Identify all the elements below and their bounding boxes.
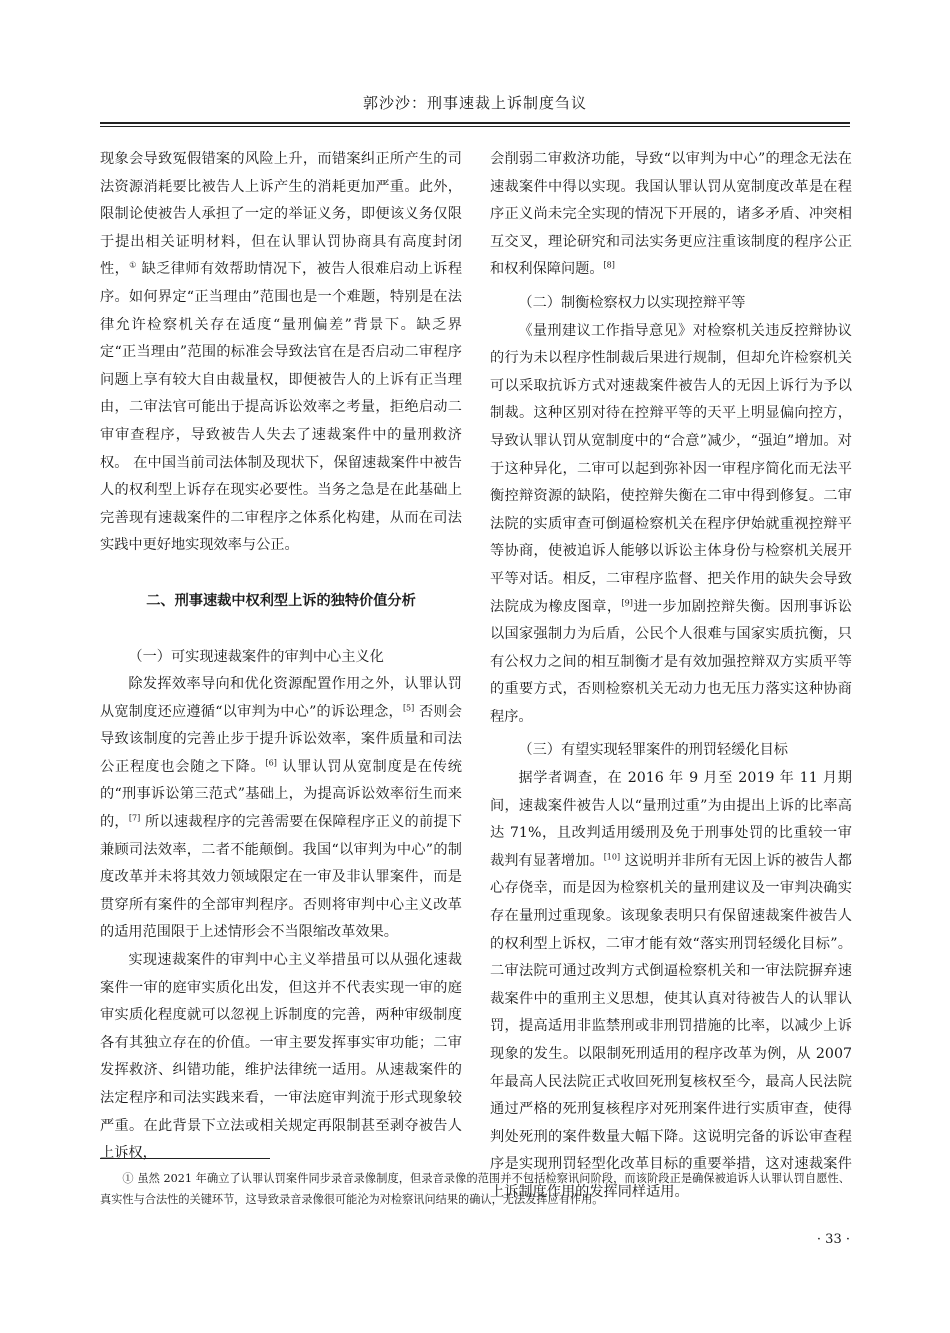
header-rule-thick bbox=[100, 122, 850, 124]
citation-8[interactable]: [8] bbox=[603, 260, 615, 270]
right-column bbox=[490, 146, 852, 1207]
right-paragraph-1: 会削弱二审救济功能，导致“以审判为中心”的理念无法在速裁案件中得以实现。我国认罪认罚从宽制度改革是在程序正义尚未完全实现的情况下开展的，诸多矛盾、冲突相互交叉，理论研究和司法实务更应注重该制度的程序公正和权利保障问题。[8] bbox=[490, 151, 852, 278]
subsection-heading-2: （二）制衡检察权力以实现控辩平等 bbox=[518, 294, 746, 311]
right-paragraph-3: 据学者调查，在 2016 年 9 月至 2019 年 11 月期间，速裁案件被告人以“量刑过重”为由提出上诉的比率高达 71%，且改判适用缓刑及免于刑事处罚的比重较一审裁判有显著增加。[10] 这说明并非所有无因上诉的被告人都心存侥幸，而是因为检察机关的量刑建议及一审判决确实存在量刑过重现象。该现象表明只有保留速裁案件被告人的权利型上诉权，二审才能有效“落实刑罚轻缓化目标”。二审法院可通过改判方式倒逼检察机关和一审法院摒弃速裁案件中的重刑主义思想，使其认真对待被告人的认罪认罚，提高适用非监禁刑或非刑罚措施的比率，以减少上诉现象的发生。以限制死刑适用的程序改革为例，从 2007 年最高人民法院正式收回死刑复核权至今，最高人民法院通过严格的死刑复核程序对死刑案件进行实质审查，使得判处死刑的案件数量大幅下降。这说明完备的诉讼审查程序是实现刑罚轻型化改革目标的重要举措，这对速裁案件上诉制度作用的发挥同样适用。 bbox=[490, 770, 852, 1200]
left-paragraph-1: 现象会导致冤假错案的风险上升，而错案纠正所产生的司法资源消耗要比被告人上诉产生的消耗更加严重。此外，限制论使被告人承担了一定的举证义务，即便该义务仅限于提出相关证明材料，但在认罪认罚协商具有高度封闭性，① 缺乏律师有效帮助情况下，被告人很难启动上诉程序。如何界定“正当理由”范围也是一个难题，特别是在法律允许检察机关存在适度“量刑偏差”背景下。缺乏界定“正当理由”范围的标准会导致法官在是否启动二审程序问题上享有较大自由裁量权，即便被告人的上诉有正当理由，二审法官可能出于提高诉讼效率之考量，拒绝启动二审审查程序，导致被告人失去了速裁案件中的量刑救济权。 在中国当前司法体制及现状下，保留速裁案件中被告人的权利型上诉存在现实必要性。当务之急是在此基础上完善现有速裁案件的二审程序之体系化构建，从而在司法实践中更好地实现效率与公正。 bbox=[100, 151, 463, 554]
footnote-marker[interactable]: ① bbox=[129, 260, 137, 270]
subsection-heading-3: （三）有望实现轻罪案件的刑罚轻缓化目标 bbox=[518, 742, 788, 759]
header-rule-thin bbox=[100, 126, 850, 127]
citation-10[interactable]: [10] bbox=[603, 852, 621, 862]
footnote: ① 虽然 2021 年确立了认罪认罚案件同步录音录像制度，但录音录像的范围并不包括检察讯问阶段，而该阶段正是确保被追诉人认罪认罚自愿性、真实性与合法性的关键环节，这导致录音录像很可能沦为对检察讯问结果的确认，无法发挥应有作用。 bbox=[100, 1172, 850, 1206]
page-number: · 33 · bbox=[816, 1232, 850, 1247]
section-heading: 二、刑事速裁中权利型上诉的独特价值分析 bbox=[146, 592, 416, 609]
subsection-heading-1: （一）可实现速裁案件的审判中心主义化 bbox=[128, 648, 384, 665]
right-paragraph-2: 《量刑建议工作指导意见》对检察机关违反控辩协议的行为未以程序性制裁后果进行规制，但却允许检察机关可以采取抗诉方式对速裁案件被告人的无因上诉行为予以制裁。这种区别对待在控辩平等的天平上明显偏向控方，导致认罪认罚从宽制度中的“合意”减少，“强迫”增加。对于这种异化，二审可以起到弥补因一审程序简化而无法平衡控辩资源的缺陷，使控辩失衡在二审中得到修复。二审法院的实质审查可倒逼检察机关在程序伊始就重视控辩平等协商，使被追诉人能够以诉讼主体身份与检察机关展开平等对话。相反，二审程序监督、把关作用的缺失会导致法院成为橡皮图章，[9]进一步加剧控辩失衡。因刑事诉讼以国家强制力为后盾，公民个人很难与国家实质抗衡，只有公权力之间的相互制衡才是有效加强控辩双方实质平等的重要方式，否则检察机关无动力也无压力落实这种协商程序。 bbox=[490, 322, 852, 725]
citation-6[interactable]: [6] bbox=[265, 758, 277, 768]
left-column bbox=[100, 146, 462, 1168]
running-header: 郭沙沙：刑事速裁上诉制度刍议 bbox=[362, 94, 587, 112]
footnote-rule bbox=[100, 1158, 270, 1159]
left-paragraph-3: 实现速裁案件的审判中心主义举措虽可以从强化速裁案件一审的庭审实质化出发，但这并不代表实现一审的庭审实质化程度就可以忽视上诉制度的完善，两种审级制度各有其独立存在的价值。一审主要发挥事实审功能；二审发挥救济、纠错功能，维护法律统一适用。从速裁案件的法定程序和司法实践来看，一审法庭审判流于形式现象较严重。在此背景下立法或相关规定再限制甚至剥夺被告人上诉权， bbox=[100, 952, 462, 1162]
citation-5[interactable]: [5] bbox=[402, 702, 415, 712]
citation-9[interactable]: [9] bbox=[621, 597, 633, 607]
citation-7[interactable]: [7] bbox=[128, 813, 141, 823]
left-paragraph-2: 除发挥效率导向和优化资源配置作用之外，认罪认罚从宽制度还应遵循“以审判为中心”的诉讼理念，[5] 否则会导致该制度的完善止步于提升诉讼效率，案件质量和司法公正程度也会随之下降。[6] 认罪认罚从宽制度是在传统的“刑事诉讼第三范式”基础上，为提高诉讼效率衍生而来的，[7] 所以速裁程序的完善需要在保障程序正义的前提下兼顾司法效率，二者不能颠倒。我国“以审判为中心”的制度改革并未将其效力领域限定在一审及非认罪案件，而是贯穿所有案件的全部审判程序。否则将审判中心主义改革的适用范围限于上述情形会不当限缩改革效果。 bbox=[100, 676, 462, 941]
